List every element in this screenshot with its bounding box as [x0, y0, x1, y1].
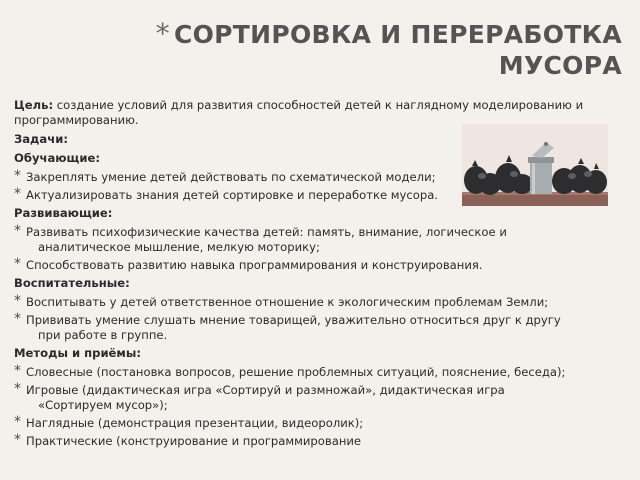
list-item: * Наглядные (демонстрация презентации, видеоролик);: [14, 414, 364, 430]
title-line-2: МУСОРА: [498, 51, 622, 80]
tasks-heading: Задачи:: [14, 132, 68, 146]
methods-heading: Методы и приёмы:: [14, 346, 142, 360]
goal-paragraph: [14, 98, 614, 128]
bullet-star-icon: *: [14, 168, 21, 184]
bullet-star-icon: *: [14, 186, 21, 202]
goal-label: Цель:: [14, 98, 54, 112]
list-item: * Воспитывать у детей ответственное отношение к экологическим проблемам Земли;: [14, 293, 549, 309]
bullet-star-icon: *: [14, 311, 21, 327]
list-item: * Способствовать развитию навыка программирования и конструирования.: [14, 256, 483, 272]
bullet-star-icon: *: [14, 256, 21, 272]
list-item: * Игровые (дидактическая игра «Сортируй и размножай», дидактическая игра «Сортируем мусор»);: [14, 381, 505, 412]
title-line-1: СОРТИРОВКА И ПЕРЕРАБОТКА: [173, 20, 622, 49]
goal-text: создание условий для развития способностей детей к наглядному моделированию и программированию.: [14, 98, 584, 127]
bullet-star-icon: *: [14, 293, 21, 309]
list-item: * Словесные (постановка вопросов, решение проблемных ситуаций, пояснение, беседа);: [14, 363, 566, 379]
teaching-heading: Обучающие:: [14, 151, 101, 165]
slide-title: [62, 18, 622, 81]
list-item: * Развивать психофизические качества детей: память, внимание, логическое и аналитическое мышление, мелкую моторику;: [14, 223, 507, 254]
list-item: * Практические (конструирование и программирование: [14, 432, 362, 448]
bullet-star-icon: *: [14, 363, 21, 379]
bullet-star-icon: *: [14, 432, 21, 448]
bullet-star-icon: *: [14, 381, 21, 397]
title-star-icon: *: [155, 17, 170, 50]
bullet-star-icon: *: [14, 223, 21, 239]
list-item: * Прививать умение слушать мнение товарищей, уважительно относиться друг к другу при работе в группе.: [14, 311, 561, 342]
list-item: * Закреплять умение детей действовать по схематической модели;: [14, 168, 436, 184]
developing-heading: Развивающие:: [14, 206, 113, 220]
slide-content: [14, 98, 614, 452]
bullet-star-icon: *: [14, 414, 21, 430]
list-item: * Актуализировать знания детей сортировке и переработке мусора.: [14, 186, 438, 202]
educational-heading: Воспитательные:: [14, 276, 130, 290]
